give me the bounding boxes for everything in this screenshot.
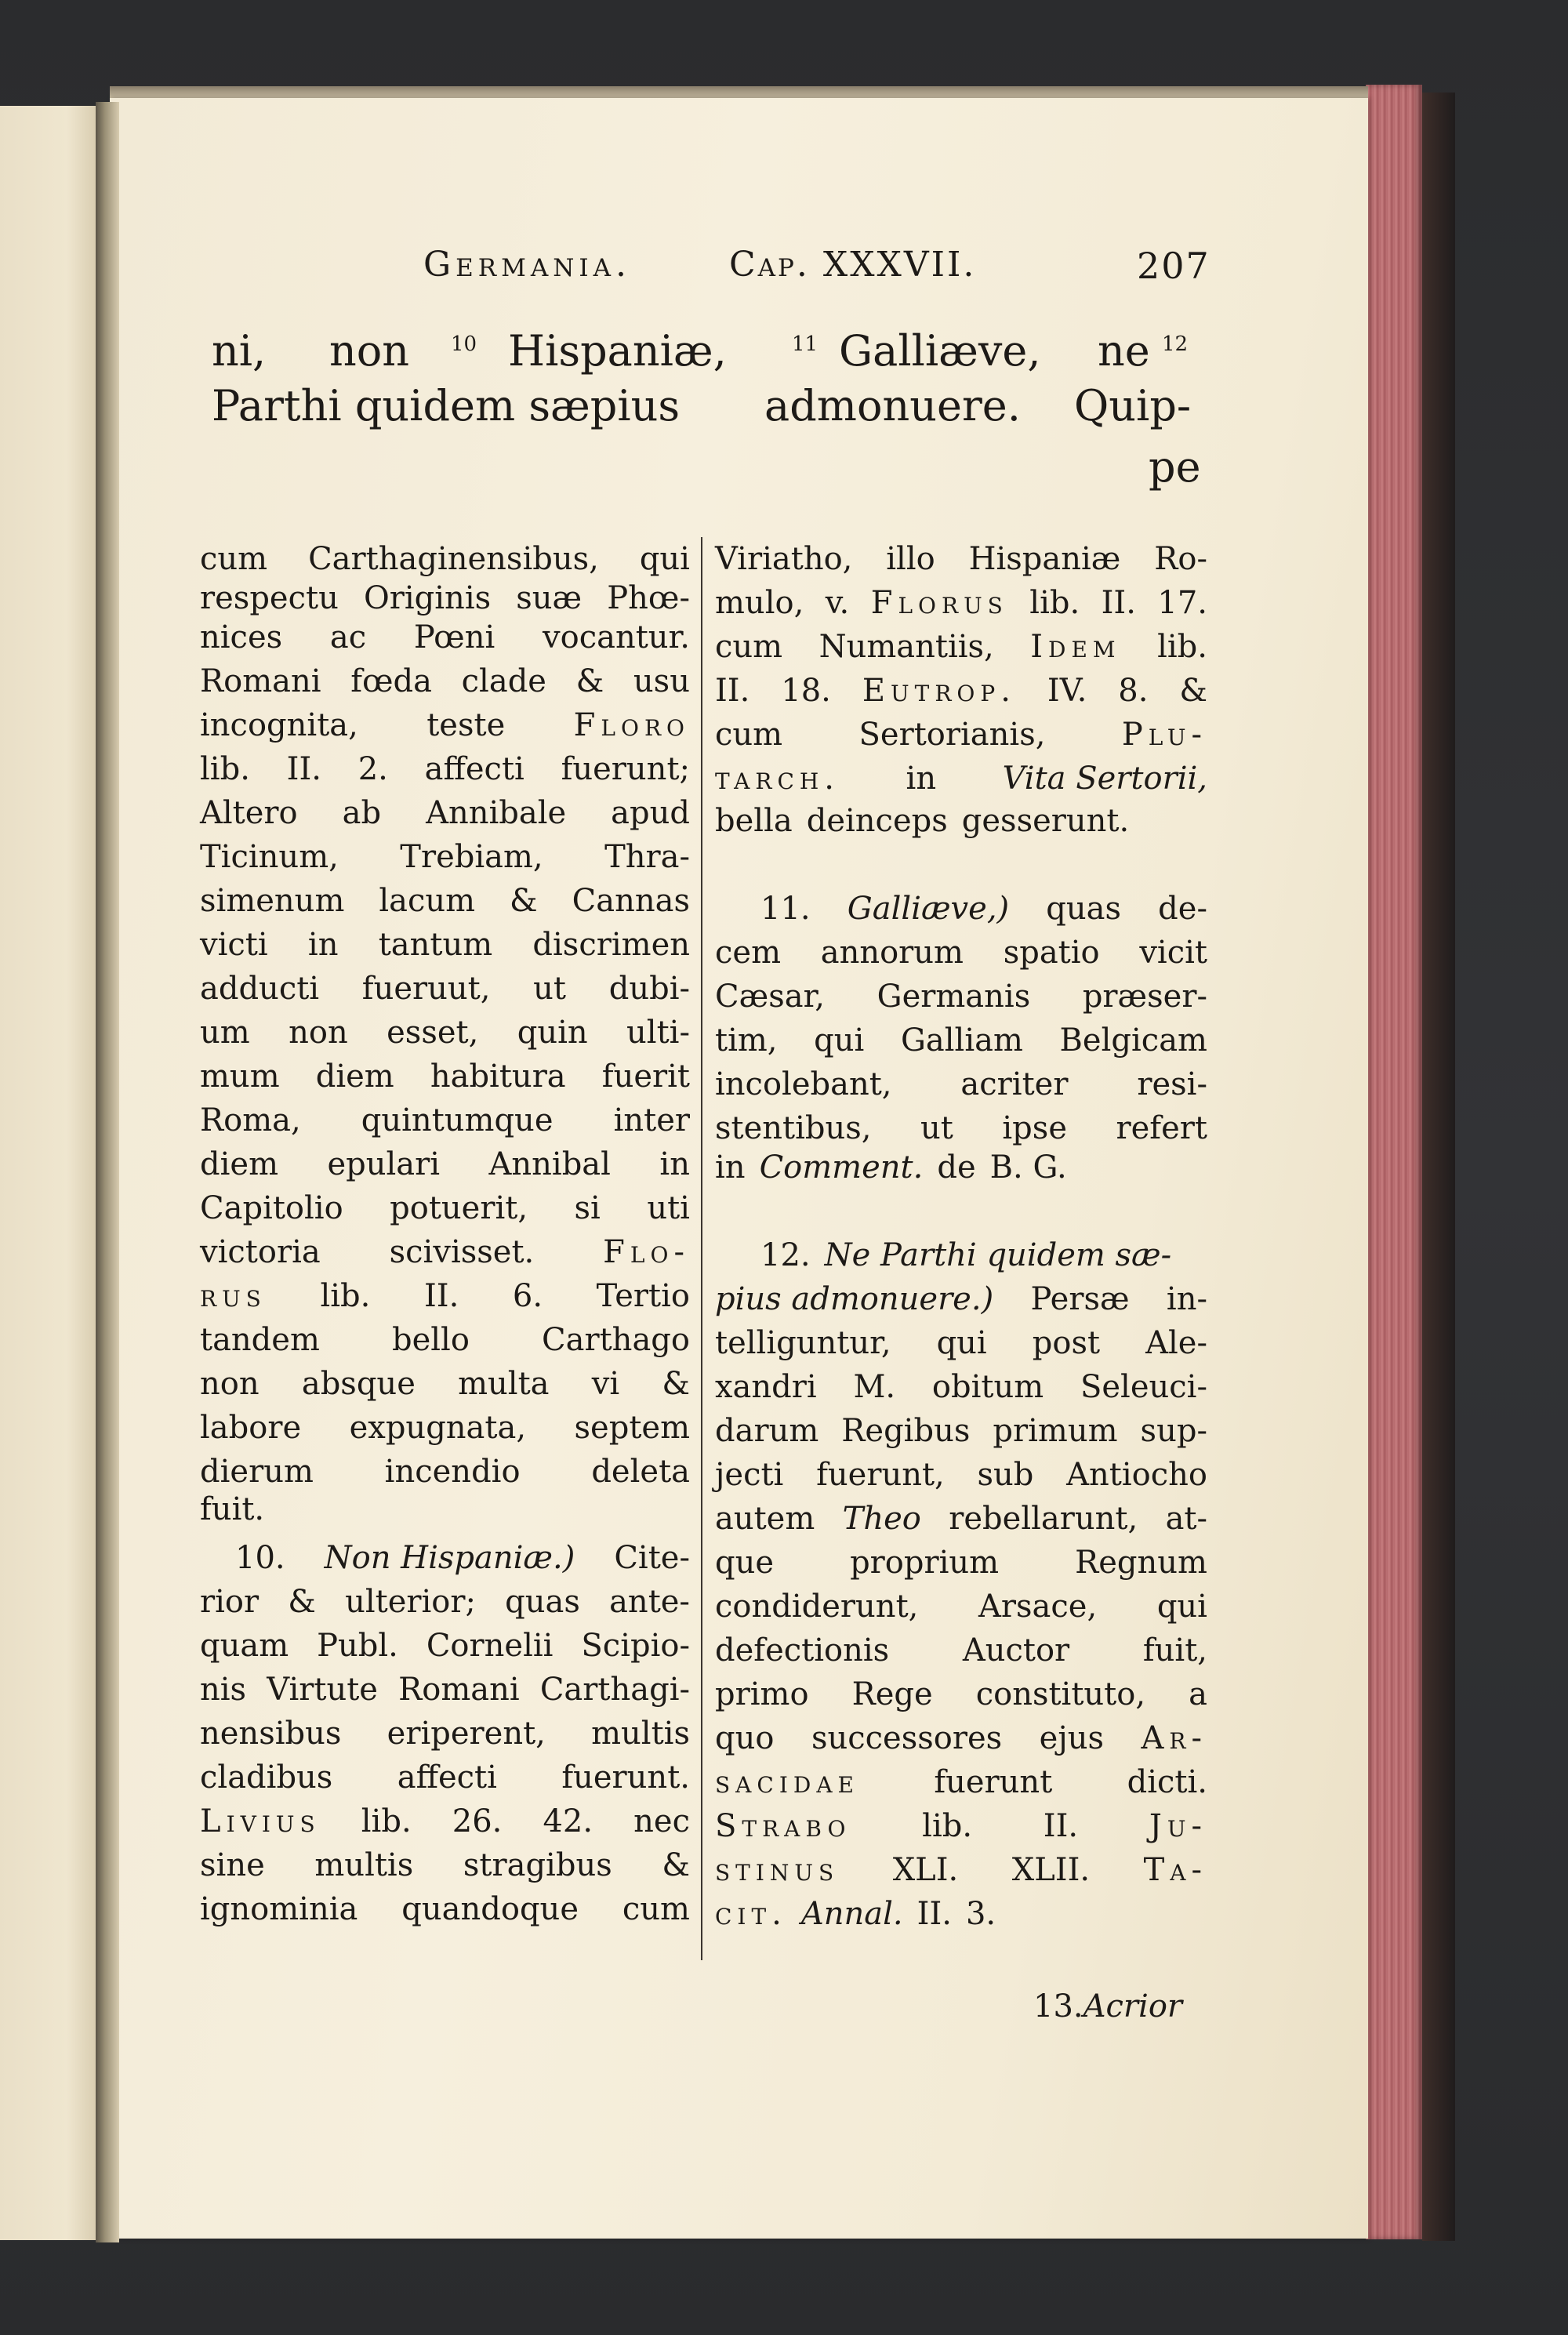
main-word: non: [329, 326, 410, 376]
note-line: cum Sertorianis, Plu-: [715, 717, 1207, 753]
note-line: stentibus, ut ipse refert: [715, 1110, 1207, 1146]
note-line: darum Regibus primum sup-: [715, 1413, 1207, 1449]
note-line: dierum incendio deleta: [200, 1454, 690, 1490]
note-line: non absque multa vi &: [200, 1366, 690, 1402]
footnote-11-heading: 11. Galliæve,) quas de-: [760, 891, 1207, 927]
note-line: mum diem habitura fuerit: [200, 1059, 690, 1095]
note-line: tim, qui Galliam Belgicam: [715, 1022, 1207, 1059]
running-header: [423, 245, 1215, 292]
note-line: sine multis stragibus &: [200, 1847, 690, 1883]
note-line: rior & ulterior; quas ante-: [200, 1584, 690, 1620]
main-word: Quip-: [1074, 381, 1192, 430]
note-line: autem Theo rebellarunt, at-: [715, 1501, 1207, 1537]
main-word: admonuere.: [764, 381, 1021, 430]
note-line: cem annorum spatio vicit: [715, 935, 1207, 971]
note-line: bella deinceps gesserunt.: [715, 803, 1130, 839]
note-line: simenum lacum & Cannas: [200, 883, 690, 919]
page-gutter: [96, 102, 119, 2242]
header-chapter: Cap. XXXVII.: [729, 245, 977, 285]
note-line: victi in tantum discrimen: [200, 927, 690, 963]
note-line: cum Numantiis, Idem lib.: [715, 629, 1207, 665]
main-word: ni,: [212, 326, 267, 376]
footnote-12-heading: 12. Ne Parthi quidem sæ-: [760, 1237, 1172, 1273]
book-cover-edge: [1422, 93, 1455, 2241]
page-number: 207: [1137, 245, 1210, 287]
note-line: incognita, teste Floro: [200, 707, 690, 743]
main-word: pe: [1149, 442, 1201, 492]
catchword: [1033, 1988, 1182, 2025]
note-line: que proprium Regnum: [715, 1545, 1207, 1581]
note-line: Romani fœda clade & usu: [200, 663, 690, 699]
note-line: nis Virtute Romani Carthagi-: [200, 1672, 690, 1708]
note-line: Ticinum, Trebiam, Thra-: [200, 839, 690, 875]
column-divider: [701, 537, 702, 1960]
note-line: quam Publ. Cornelii Scipio-: [200, 1628, 690, 1664]
note-line: II. 18. Eutrop. IV. 8. &: [715, 673, 1207, 709]
catchword-number: 13.: [1033, 1988, 1083, 2025]
note-line: stinus XLI. XLII. Ta-: [715, 1852, 1207, 1888]
page-edges-red: [1366, 85, 1422, 2239]
main-word: Galliæve,: [839, 326, 1041, 376]
note-line: Livius lib. 26. 42. nec: [200, 1803, 690, 1839]
note-line: respectu Originis suæ Phœ-: [200, 580, 690, 616]
main-phrase: Parthi quidem sæpius: [212, 381, 681, 430]
note-line: labore expugnata, septem: [200, 1410, 690, 1446]
note-line: Capitolio potuerit, si uti: [200, 1190, 690, 1226]
footnote-ref-12: 12: [1162, 332, 1189, 356]
note-line: victoria scivisset. Flo-: [200, 1234, 690, 1270]
note-line: nensibus eriperent, multis: [200, 1716, 690, 1752]
catchword-text: Acrior: [1083, 1988, 1183, 2025]
note-line: cit. Annal. II. 3.: [715, 1896, 996, 1932]
note-line: quo successores ejus Ar-: [715, 1720, 1207, 1756]
note-line: Altero ab Annibale apud: [200, 795, 690, 831]
note-line: in Comment. de B. G.: [715, 1149, 1067, 1186]
footnote-10-heading: 10. Non Hispaniæ.) Cite-: [235, 1540, 690, 1576]
note-line: nices ac Pœni vocantur.: [200, 619, 690, 655]
note-line: incolebant, acriter resi-: [715, 1066, 1207, 1102]
note-line: primo Rege constituto, a: [715, 1676, 1207, 1712]
note-line: diem epulari Annibal in: [200, 1146, 690, 1182]
note-line: tarch. in Vita Sertorii,: [715, 761, 1207, 797]
note-line: cum Carthaginensibus, qui: [200, 541, 690, 577]
footnote-ref-10: 10: [451, 332, 477, 356]
note-line: sacidae fuerunt dicti.: [715, 1764, 1207, 1800]
note-line: Viriatho, illo Hispaniæ Ro-: [715, 541, 1207, 577]
note-line: tandem bello Carthago: [200, 1322, 690, 1358]
note-line: um non esset, quin ulti-: [200, 1015, 690, 1051]
note-line: Cæsar, Germanis præser-: [715, 979, 1207, 1015]
main-word: Hispaniæ,: [508, 326, 727, 376]
note-line: pius admonuere.) Persæ in-: [715, 1281, 1207, 1317]
note-line: adducti fueruut, ut dubi-: [200, 971, 690, 1007]
note-line: Roma, quintumque inter: [200, 1102, 690, 1138]
note-line: condiderunt, Arsace, qui: [715, 1589, 1207, 1625]
note-line: fuit.: [200, 1491, 265, 1527]
footnote-ref-11: 11: [792, 332, 818, 356]
note-line: cladibus affecti fuerunt.: [200, 1759, 690, 1796]
note-line: mulo, v. Florus lib. II. 17.: [715, 585, 1207, 621]
main-word: ne: [1098, 326, 1150, 376]
facing-page-edge: [0, 106, 98, 2240]
note-line: Strabo lib. II. Ju-: [715, 1808, 1207, 1844]
note-line: defectionis Auctor fuit,: [715, 1632, 1207, 1669]
note-line: lib. II. 2. affecti fuerunt;: [200, 751, 690, 787]
note-line: ignominia quandoque cum: [200, 1891, 690, 1927]
note-line: telliguntur, qui post Ale-: [715, 1325, 1207, 1361]
note-line: xandri M. obitum Seleuci-: [715, 1369, 1207, 1405]
header-title: Germania.: [423, 245, 631, 285]
note-line: jecti fuerunt, sub Antiocho: [715, 1457, 1207, 1493]
note-line: rus lib. II. 6. Tertio: [200, 1278, 690, 1314]
